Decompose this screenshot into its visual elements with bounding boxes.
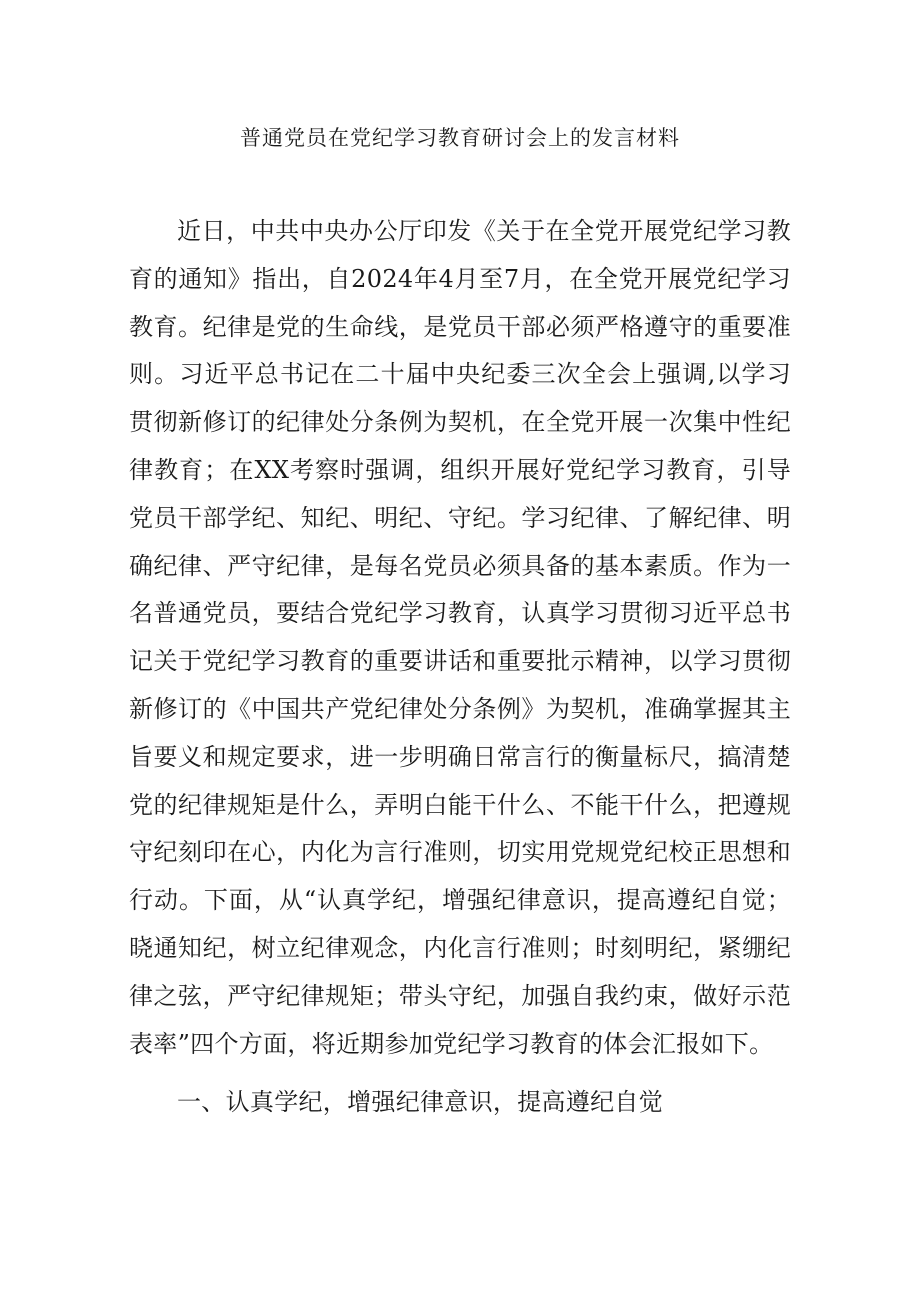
document-title: 普通党员在党纪学习教育研讨会上的发言材料 xyxy=(240,126,680,150)
section-1-heading: 一、认真学纪，增强纪律意识，提高遵纪自觉 xyxy=(177,1088,663,1116)
intro-paragraph: 近日，中共中央办公厅印发《关于在全党开展党纪学习教育的通知》指出，自2024年4月至7月，在全党开展党纪学习教育。纪律是党的生命线，是党员干部必须严格遵守的重要准则。习近平总书记在二十届中央纪委三次全会上强调,以学习贯彻新修订的纪律处分条例为契机，在全党开展一次集中性纪律教育；在XX考察时强调，组织开展好党纪学习教育，引导党员干部学纪、知纪、明纪、守纪。学习纪律、了解纪律、明确纪律、严守纪律，是每名党员必须具备的基本素质。作为一名普通党员，要结合党纪学习教育，认真学习贯彻习近平总书记关于党纪学习教育的重要讲话和重要批示精神，以学习贯彻新修订的《中国共产党纪律处分条例》为契机，准确掌握其主旨要义和规定要求，进一步明确日常言行的衡量标尺，搞清楚党的纪律规矩是什么，弄明白能干什么、不能干什么，把遵规守纪刻印在心，内化为言行准则，切实用党规党纪校正思想和行动。下面，从“认真学纪，增强纪律意识，提高遵纪自觉；晓通知纪，树立纪律观念，内化言行准则；时刻明纪，紧绷纪律之弦，严守纪律规矩；带头守纪，加强自我约束，做好示范表率”四个方面，将近期参加党纪学习教育的体会汇报如下。 xyxy=(129,217,791,1058)
